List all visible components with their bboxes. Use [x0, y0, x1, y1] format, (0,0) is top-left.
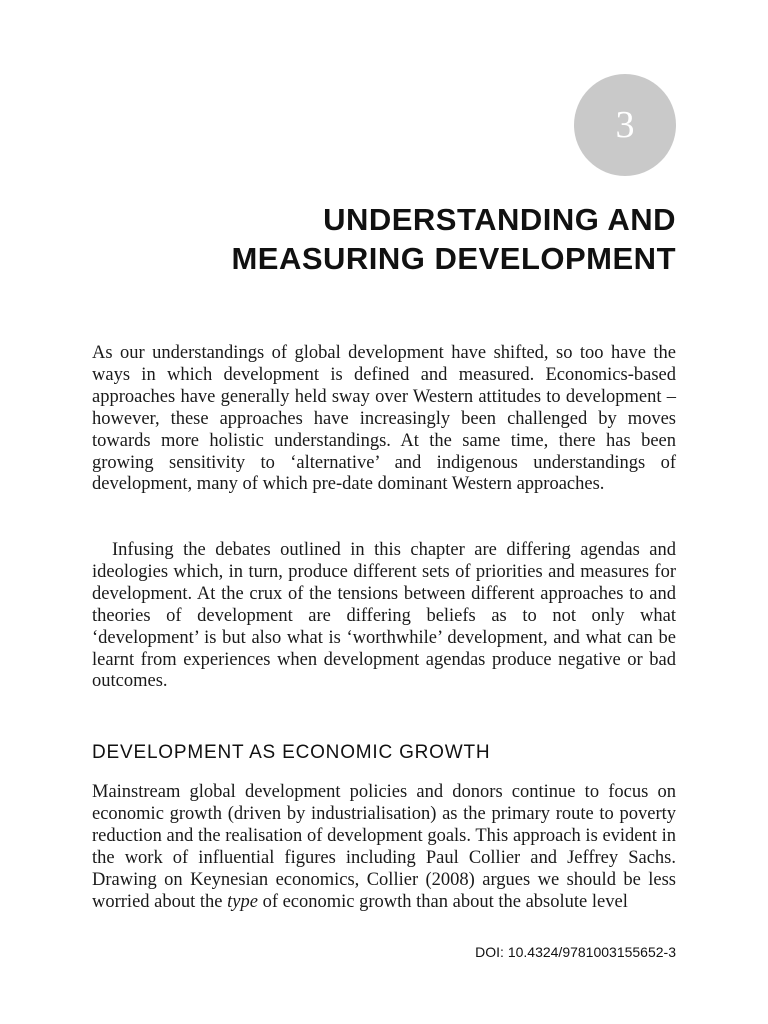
section-paragraph-text-end: of economic growth than about the absolute level: [257, 891, 628, 912]
section-paragraph: [92, 782, 676, 913]
intro-paragraph-2: Infusing the debates outlined in this chapter are differing agendas and ideologies which, in turn, produce different sets of priorities and measures for development. At the crux of the tensions between different approaches to and theories of development are differing beliefs as to not only what ‘development’ is but also what is ‘worthwhile’ development, and what can be learnt from experiences when development agendas produce negative or bad outcomes.: [92, 540, 676, 692]
intro-paragraph-1: As our understandings of global development have shifted, so too have the ways in which development is defined and measured. Economics-based approaches have generally held sway over Western attitudes to development – however, these approaches have increasingly been challenged by moves towards more holistic understandings. At the same time, there has been growing sensitivity to ‘alternative’ and indigenous understandings of development, many of which pre-date dominant Western approaches.: [92, 343, 676, 495]
chapter-title-line-1: UNDERSTANDING AND: [323, 202, 676, 237]
section-paragraph-text-start: Mainstream global development policies and donors continue to focus on economic growth (driven by industrialisation) as the primary route to poverty reduction and the realisation of development goals. This approach is evident in the work of influential figures including Paul Collier and Jeffrey Sachs. Drawing on Keynesian economics, Collier (2008) argues we should be less worried about the: [92, 782, 676, 912]
chapter-number: 3: [615, 104, 635, 146]
section-paragraph-italic-word: type: [227, 891, 258, 912]
chapter-title: [116, 200, 676, 278]
chapter-number-badge: [574, 74, 676, 176]
section-heading: DEVELOPMENT AS ECONOMIC GROWTH: [92, 742, 491, 763]
chapter-title-line-2: MEASURING DEVELOPMENT: [231, 241, 676, 276]
doi-footer: DOI: 10.4324/9781003155652-3: [475, 944, 676, 960]
